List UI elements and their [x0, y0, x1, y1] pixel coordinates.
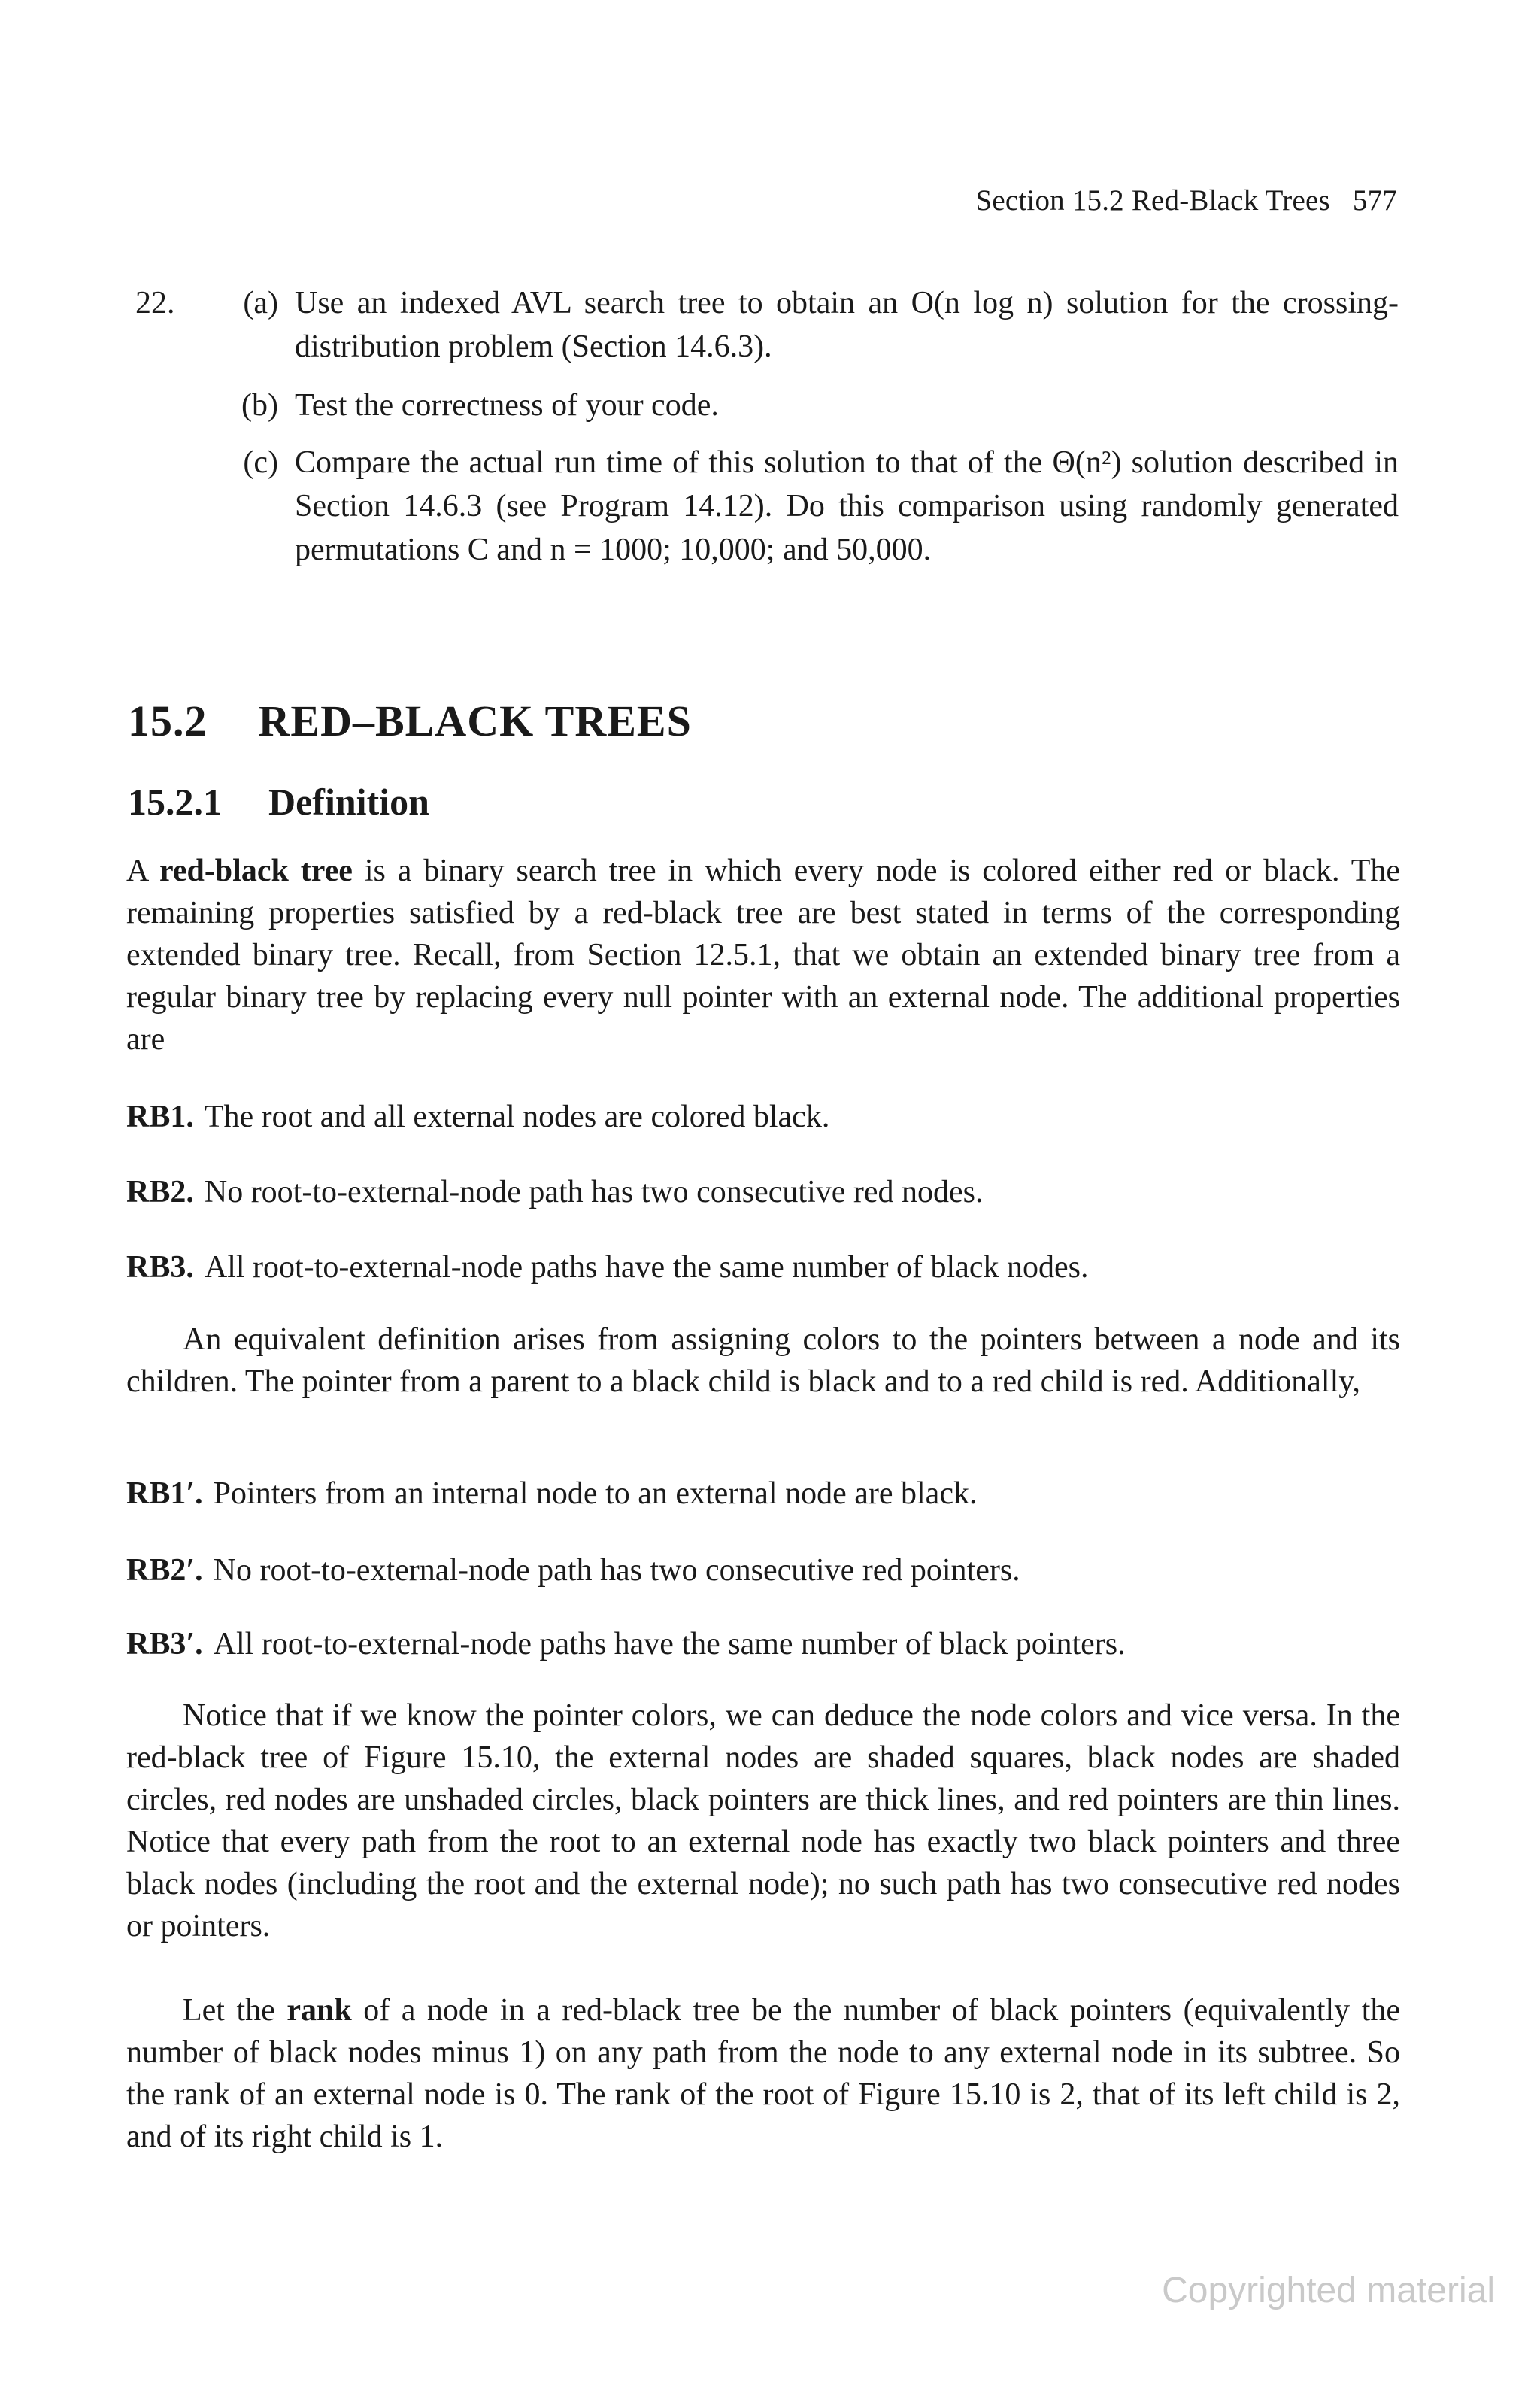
rule-rb1 [126, 1096, 1400, 1138]
rule-text: All root-to-external-node paths have the same number of black nodes. [204, 1250, 1089, 1285]
rule-rb1-prime [126, 1473, 1400, 1515]
part-label: (a) [243, 286, 278, 320]
notice-paragraph: Notice that if we know the pointer colors, we can deduce the node colors and vice versa. In the red-black tree of Figure 15.10, the external nodes are shaded squares, black nodes are shaded circles, red nodes are unshaded circles, black pointers are thick lines, and red pointers are thin lines. Notice that every path from the root to an external node has exactly two black pointers and three black nodes (including the root and the external node); no such path has two consecutive red nodes or pointers. [126, 1698, 1400, 1943]
rule-rb3 [126, 1246, 1400, 1288]
rule-label: RB3′. [126, 1627, 203, 1661]
rule-label: RB1′. [126, 1476, 203, 1511]
subsection-title: Definition [268, 781, 429, 823]
term-rank: rank [286, 1993, 352, 2028]
section-title: RED–BLACK TREES [258, 696, 692, 745]
rule-label: RB1. [126, 1100, 194, 1134]
equivalent-definition-paragraph: An equivalent definition arises from assigning colors to the pointers between a node and its children. The pointer from a parent to a black child is black and to a red child is red. Additionally, [126, 1322, 1400, 1399]
rule-rb2 [126, 1171, 1400, 1213]
running-title: Section 15.2 Red-Black Trees [975, 184, 1330, 217]
rule-label: RB3. [126, 1250, 194, 1285]
exercise-part-c [226, 441, 1399, 572]
rule-label: RB2′. [126, 1553, 203, 1588]
rule-text: No root-to-external-node path has two consecutive red nodes. [204, 1175, 984, 1209]
page-number: 577 [1352, 184, 1397, 217]
exercise-part-b [226, 384, 1399, 427]
rule-text: All root-to-external-node paths have the same number of black pointers. [213, 1627, 1126, 1661]
part-label: (b) [241, 388, 278, 423]
copyright-watermark: Copyrighted material [1162, 2271, 1495, 2310]
rule-rb3-prime [126, 1623, 1400, 1665]
rule-rb2-prime [126, 1549, 1400, 1591]
part-text: Use an indexed AVL search tree to obtain an O(n log n) solution for the crossing-distribution problem (Section 14.6.3). [295, 286, 1399, 364]
exercise-number: 22. [135, 286, 175, 320]
rule-text: No root-to-external-node path has two consecutive red pointers. [213, 1553, 1020, 1588]
section-number: 15.2 [128, 696, 208, 745]
subsection-number: 15.2.1 [128, 781, 222, 823]
intro-paragraph [126, 850, 1400, 1060]
part-label: (c) [243, 445, 278, 480]
term-red-black-tree: red-black tree [159, 854, 353, 888]
intro-lead: A [126, 854, 159, 888]
rule-text: The root and all external nodes are colored black. [204, 1100, 830, 1134]
rank-lead: Let the [183, 1993, 287, 2028]
subsection-heading [128, 780, 429, 824]
intro-rest: is a binary search tree in which every node is colored either red or black. The remaining properties satisfied by a red-black tree are best stated in terms of the corresponding extended binary tree. Recall, from Section 12.5.1, that we obtain an extended binary tree from a regular binary tree by replacing every null pointer with an external node. The additional properties are [126, 854, 1400, 1057]
rank-rest: of a node in a red-black tree be the number of black pointers (equivalently the number of black nodes minus 1) on any path from the node to any external node in its subtree. So the rank of an external node is 0. The rank of the root of Figure 15.10 is 2, that of its left child is 2, and of its right child is 1. [126, 1993, 1400, 2154]
rank-paragraph [126, 1989, 1400, 2158]
section-heading [128, 696, 692, 746]
rule-label: RB2. [126, 1175, 194, 1209]
part-text: Test the correctness of your code. [295, 388, 719, 423]
rule-text: Pointers from an internal node to an external node are black. [213, 1476, 978, 1511]
running-header [975, 184, 1397, 217]
part-text: Compare the actual run time of this solution to that of the Θ(n²) solution described in Section 14.6.3 (see Program 14.12). Do this comparison using randomly generated permutations C and n = 1000; 10,000; and 50,000. [295, 445, 1399, 567]
exercise-part-a [226, 281, 1399, 369]
